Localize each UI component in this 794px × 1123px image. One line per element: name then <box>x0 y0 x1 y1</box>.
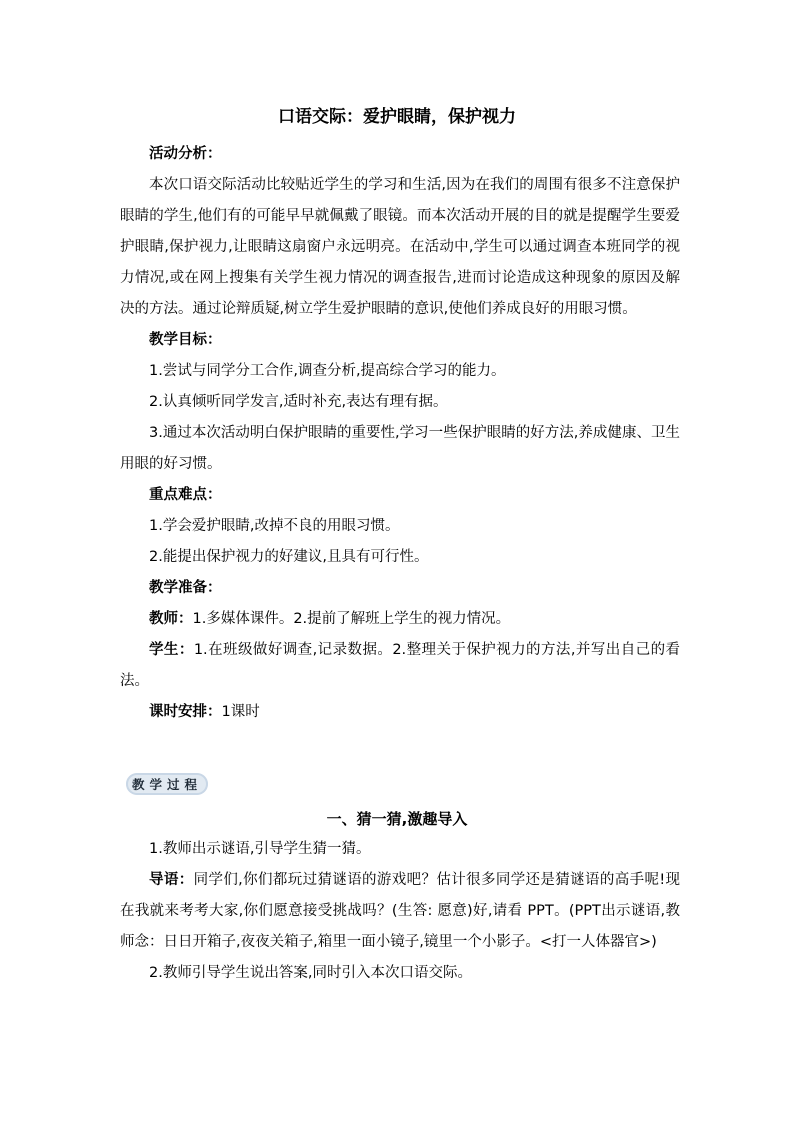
teaching-process-badge: 教学过程 <box>126 773 208 795</box>
page-title: 口语交际：爱护眼睛，保护视力 <box>278 107 516 127</box>
analysis-paragraph: 本次口语交际活动比较贴近学生的学习和生活,因为在我们的周围有很多不注意保护眼睛的学生,他们有的可能早早就佩戴了眼镜。而本次活动开展的目的就是提醒学生要爱护眼睛,保护视力,让眼睛这扇窗户永远明亮。在活动中,学生可以通过调查本班同学的视力情况,或在网上搜集有关学生视力情况的调查报告,进而讨论造成这种现象的原因及解决的方法。通过论辩质疑,树立学生爱护眼睛的意识,使他们养成良好的用眼习惯。 <box>120 177 680 317</box>
section-item-2: 2.教师引导学生说出答案,同时引入本次口语交际。 <box>149 965 472 981</box>
schedule <box>120 697 680 728</box>
teacher-preparation <box>120 604 680 635</box>
analysis-heading: 活动分析： <box>149 146 222 162</box>
goal-item-3: 3.通过本次活动明白保护眼睛的重要性,学习一些保护眼睛的好方法,养成健康、卫生用眼的好习惯。 <box>120 425 680 472</box>
key-point-item-2: 2.能提出保护视力的好建议,且具有可行性。 <box>149 549 429 565</box>
lesson-plan-body <box>120 139 680 728</box>
schedule-value: 1课时 <box>221 704 260 720</box>
goal-item-1: 1.尝试与同学分工合作,调查分析,提高综合学习的能力。 <box>149 363 506 379</box>
student-preparation <box>120 635 680 697</box>
student-label: 学生： <box>149 642 194 658</box>
intro-paragraph <box>120 865 680 958</box>
teacher-label: 教师： <box>149 611 193 627</box>
preparation-heading: 教学准备： <box>149 580 222 596</box>
key-point-item-1: 1.学会爱护眼睛,改掉不良的用眼习惯。 <box>149 518 400 534</box>
teacher-text: 1.多媒体课件。2.提前了解班上学生的视力情况。 <box>192 611 511 627</box>
key-points-heading: 重点难点： <box>149 487 222 503</box>
schedule-label: 课时安排： <box>149 704 222 720</box>
student-text: 1.在班级做好调查,记录数据。2.整理关于保护视力的方法,并写出自己的看法。 <box>120 642 681 689</box>
intro-label: 导语： <box>149 872 194 888</box>
goals-heading: 教学目标： <box>149 332 222 348</box>
section-body <box>120 834 680 989</box>
section-item-1: 1.教师出示谜语,引导学生猜一猜。 <box>149 841 371 857</box>
intro-text: 同学们,你们都玩过猜谜语的游戏吧？估计很多同学还是猜谜语的高手呢!现在我就来考考大家,你们愿意接受挑战吗？(生答: 愿意)好,请看 PPT。(PPT出示谜语,教师念：日日开箱子,夜夜关箱子,箱里一面小镜子,镜里一个小影子。<打一人体器官>) <box>120 872 681 950</box>
section-title: 一、猜一猜,激趣导入 <box>326 810 468 828</box>
goal-item-2: 2.认真倾听同学发言,适时补充,表达有理有据。 <box>149 394 448 410</box>
